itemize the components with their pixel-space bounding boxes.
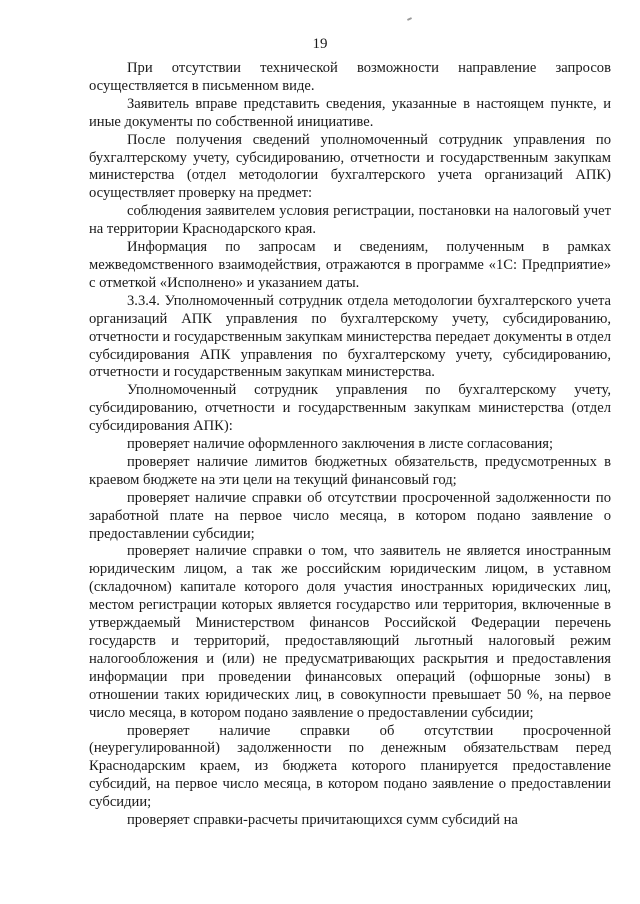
page-number: 19 bbox=[312, 36, 328, 52]
paragraph-registration-check: соблюдения заявителем условия регистрации, постановки на налоговый учет на территории Краснодарского края. bbox=[89, 203, 611, 238]
scan-speck bbox=[407, 17, 412, 21]
paragraph-check-foreign-entity: проверяет наличие справки о том, что заявитель не является иностранным юридическим лицом, а так же российским юридическим лицом, в уставном (складочном) капитале которого доля участия иностранных юридических лиц, местом регистрации которых является государство или территория, включенные в утверждаемый Министерством финансов Российской Федерации перечень государств и территорий, предоставляющий льготный налоговый режим налогообложения и (или) не предусматривающих раскрытия и предоставления информации при проведении финансовых операций (офшорные зоны) в отношении таких юридических лиц, в совокупности превышает 50 %, на первое число месяца, в котором подано заявление о предоставлении субсидии; bbox=[89, 543, 611, 721]
paragraph-check-conclusion: проверяет наличие оформленного заключения в листе согласования; bbox=[127, 436, 554, 453]
paragraph-after-receiving-info: После получения сведений уполномоченный сотрудник управления по бухгалтерскому учету, субсидированию, отчетности и государственным закупкам министерства (отдел методологии бухгалтерского учета организаций АПК) осуществляет проверку на предмет: bbox=[89, 131, 611, 202]
paragraph-subsidy-department: Уполномоченный сотрудник управления по бухгалтерскому учету, субсидированию, отчетности и государственным закупкам министерства (отдел субсидирования АПК): bbox=[89, 382, 611, 435]
paragraph-check-calculations: проверяет справки-расчеты причитающихся сумм субсидий на bbox=[127, 812, 518, 829]
paragraph-clause-3-3-4: 3.3.4. Уполномоченный сотрудник отдела методологии бухгалтерского учета организаций АПК управления по бухгалтерскому учету, субсидированию, отчетности и государственным закупкам министерства передает документы в отдел субсидирования АПК управления по бухгалтерскому учету, субсидированию, отчетности и государственным закупкам министерства. bbox=[89, 292, 611, 381]
document-body bbox=[89, 60, 611, 830]
paragraph-check-krasnodar-debt: проверяет наличие справки об отсутствии просроченной (неурегулированной) задолженности по денежным обязательствам перед Краснодарским краем, из бюджета которого планируется предоставление субсидий, на первое число месяца, в котором подано заявление о предоставлении субсидии; bbox=[89, 722, 611, 811]
paragraph-interagency-info: Информация по запросам и сведениям, полученным в рамках межведомственного взаимодействия, отражаются в программе «1С: Предприятие» с отметкой «Исполнено» и указанием даты. bbox=[89, 239, 611, 291]
paragraph-check-limits: проверяет наличие лимитов бюджетных обязательств, предусмотренных в краевом бюджете на эти цели на текущий финансовый год; bbox=[89, 453, 611, 488]
paragraph-check-salary-debt: проверяет наличие справки об отсутствии просроченной задолженности по заработной плате на первое число месяца, в котором подано заявление о предоставлении субсидии; bbox=[89, 489, 611, 542]
paragraph-applicant-right: Заявитель вправе представить сведения, указанные в настоящем пункте, и иные документы по собственной инициативе. bbox=[89, 95, 611, 130]
paragraph-no-technical-possibility: При отсутствии технической возможности направление запросов осуществляется в письменном виде. bbox=[89, 60, 611, 94]
